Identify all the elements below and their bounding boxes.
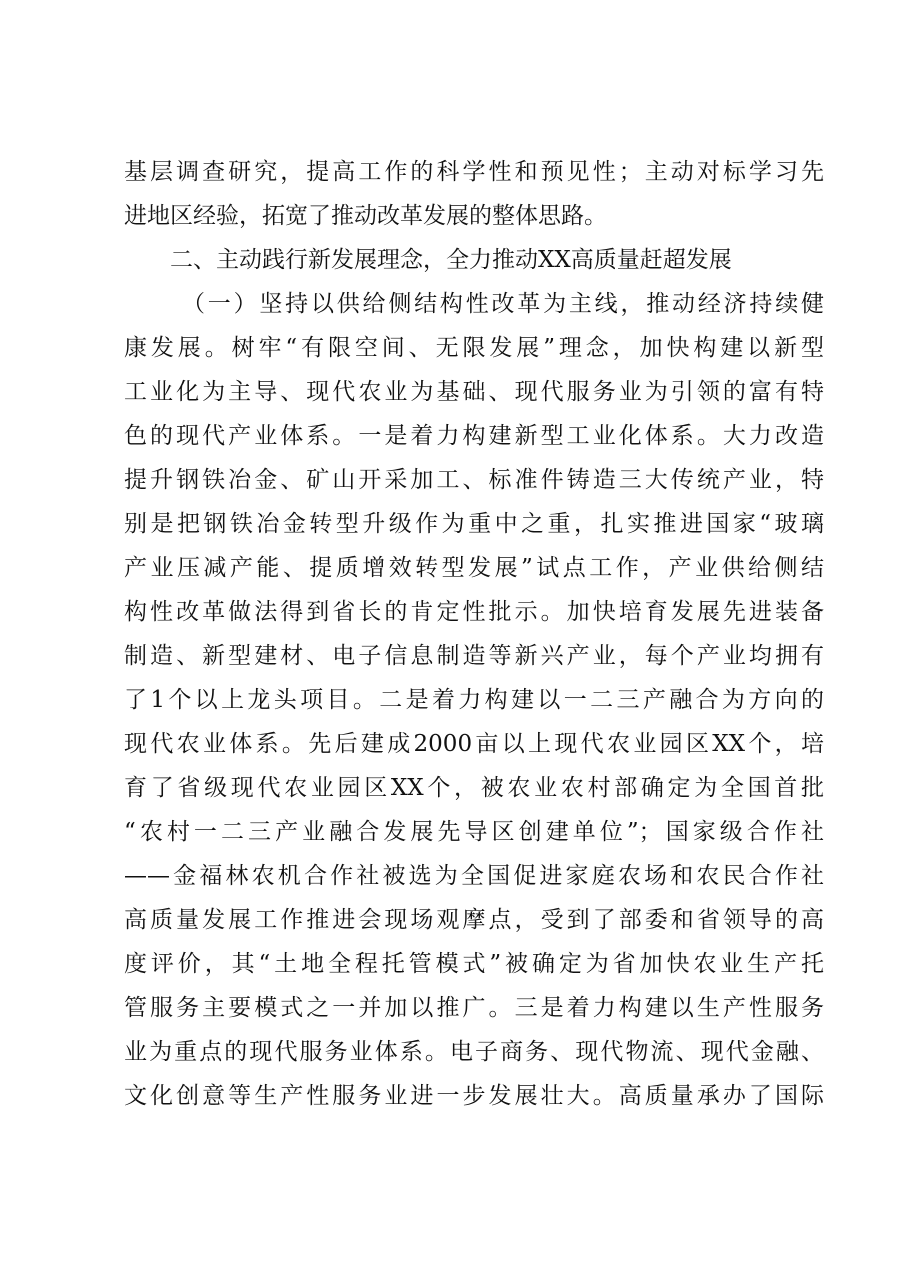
text-line: 基层调查研究，提高工作的科学性和预见性；主动对标学习先 [124,159,824,185]
text-line: 了1个以上龙头项目。二是着力构建以一二三产融合为方向的 [124,687,824,713]
text-line: “农村一二三产业融合发展先导区创建单位”；国家级合作社 [124,819,824,845]
text-line: 管服务主要模式之一并加以推广。三是着力构建以生产性服务 [124,995,824,1021]
text-line: 度评价，其“土地全程托管模式”被确定为省加快农业生产托 [124,951,824,977]
text-line: 现代农业体系。先后建成2000亩以上现代农业园区XX个，培 [124,731,824,757]
subsection-heading-line: （一）坚持以供给侧结构性改革为主线，推动经济持续健 [182,291,824,317]
text-line: 康发展。树牢“有限空间、无限发展”理念，加快构建以新型 [124,335,824,361]
text-line: 业为重点的现代服务业体系。电子商务、现代物流、现代金融、 [124,1039,824,1065]
text-line: ——金福林农机合作社被选为全国促进家庭农场和农民合作社 [124,863,824,889]
section-heading: 二、主动践行新发展理念，全力推动XX高质量赶超发展 [170,247,732,273]
text-line: 高质量发展工作推进会现场观摩点，受到了部委和省领导的高 [124,907,824,933]
text-line: 别是把钢铁冶金转型升级作为重中之重，扎实推进国家“玻璃 [124,511,824,537]
text-line: 进地区经验，拓宽了推动改革发展的整体思路。 [124,203,607,229]
text-line: 提升钢铁冶金、矿山开采加工、标准件铸造三大传统产业，特 [124,467,824,493]
text-line: 色的现代产业体系。一是着力构建新型工业化体系。大力改造 [124,423,824,449]
text-line: 工业化为主导、现代农业为基础、现代服务业为引领的富有特 [124,379,824,405]
text-line: 文化创意等生产性服务业进一步发展壮大。高质量承办了国际 [124,1083,824,1109]
text-line: 产业压减产能、提质增效转型发展”试点工作，产业供给侧结 [124,555,824,581]
text-line: 育了省级现代农业园区XX个，被农业农村部确定为全国首批 [124,775,824,801]
text-line: 制造、新型建材、电子信息制造等新兴产业，每个产业均拥有 [124,643,824,669]
document-body [124,150,824,1118]
text-line: 构性改革做法得到省长的肯定性批示。加快培育发展先进装备 [124,599,824,625]
